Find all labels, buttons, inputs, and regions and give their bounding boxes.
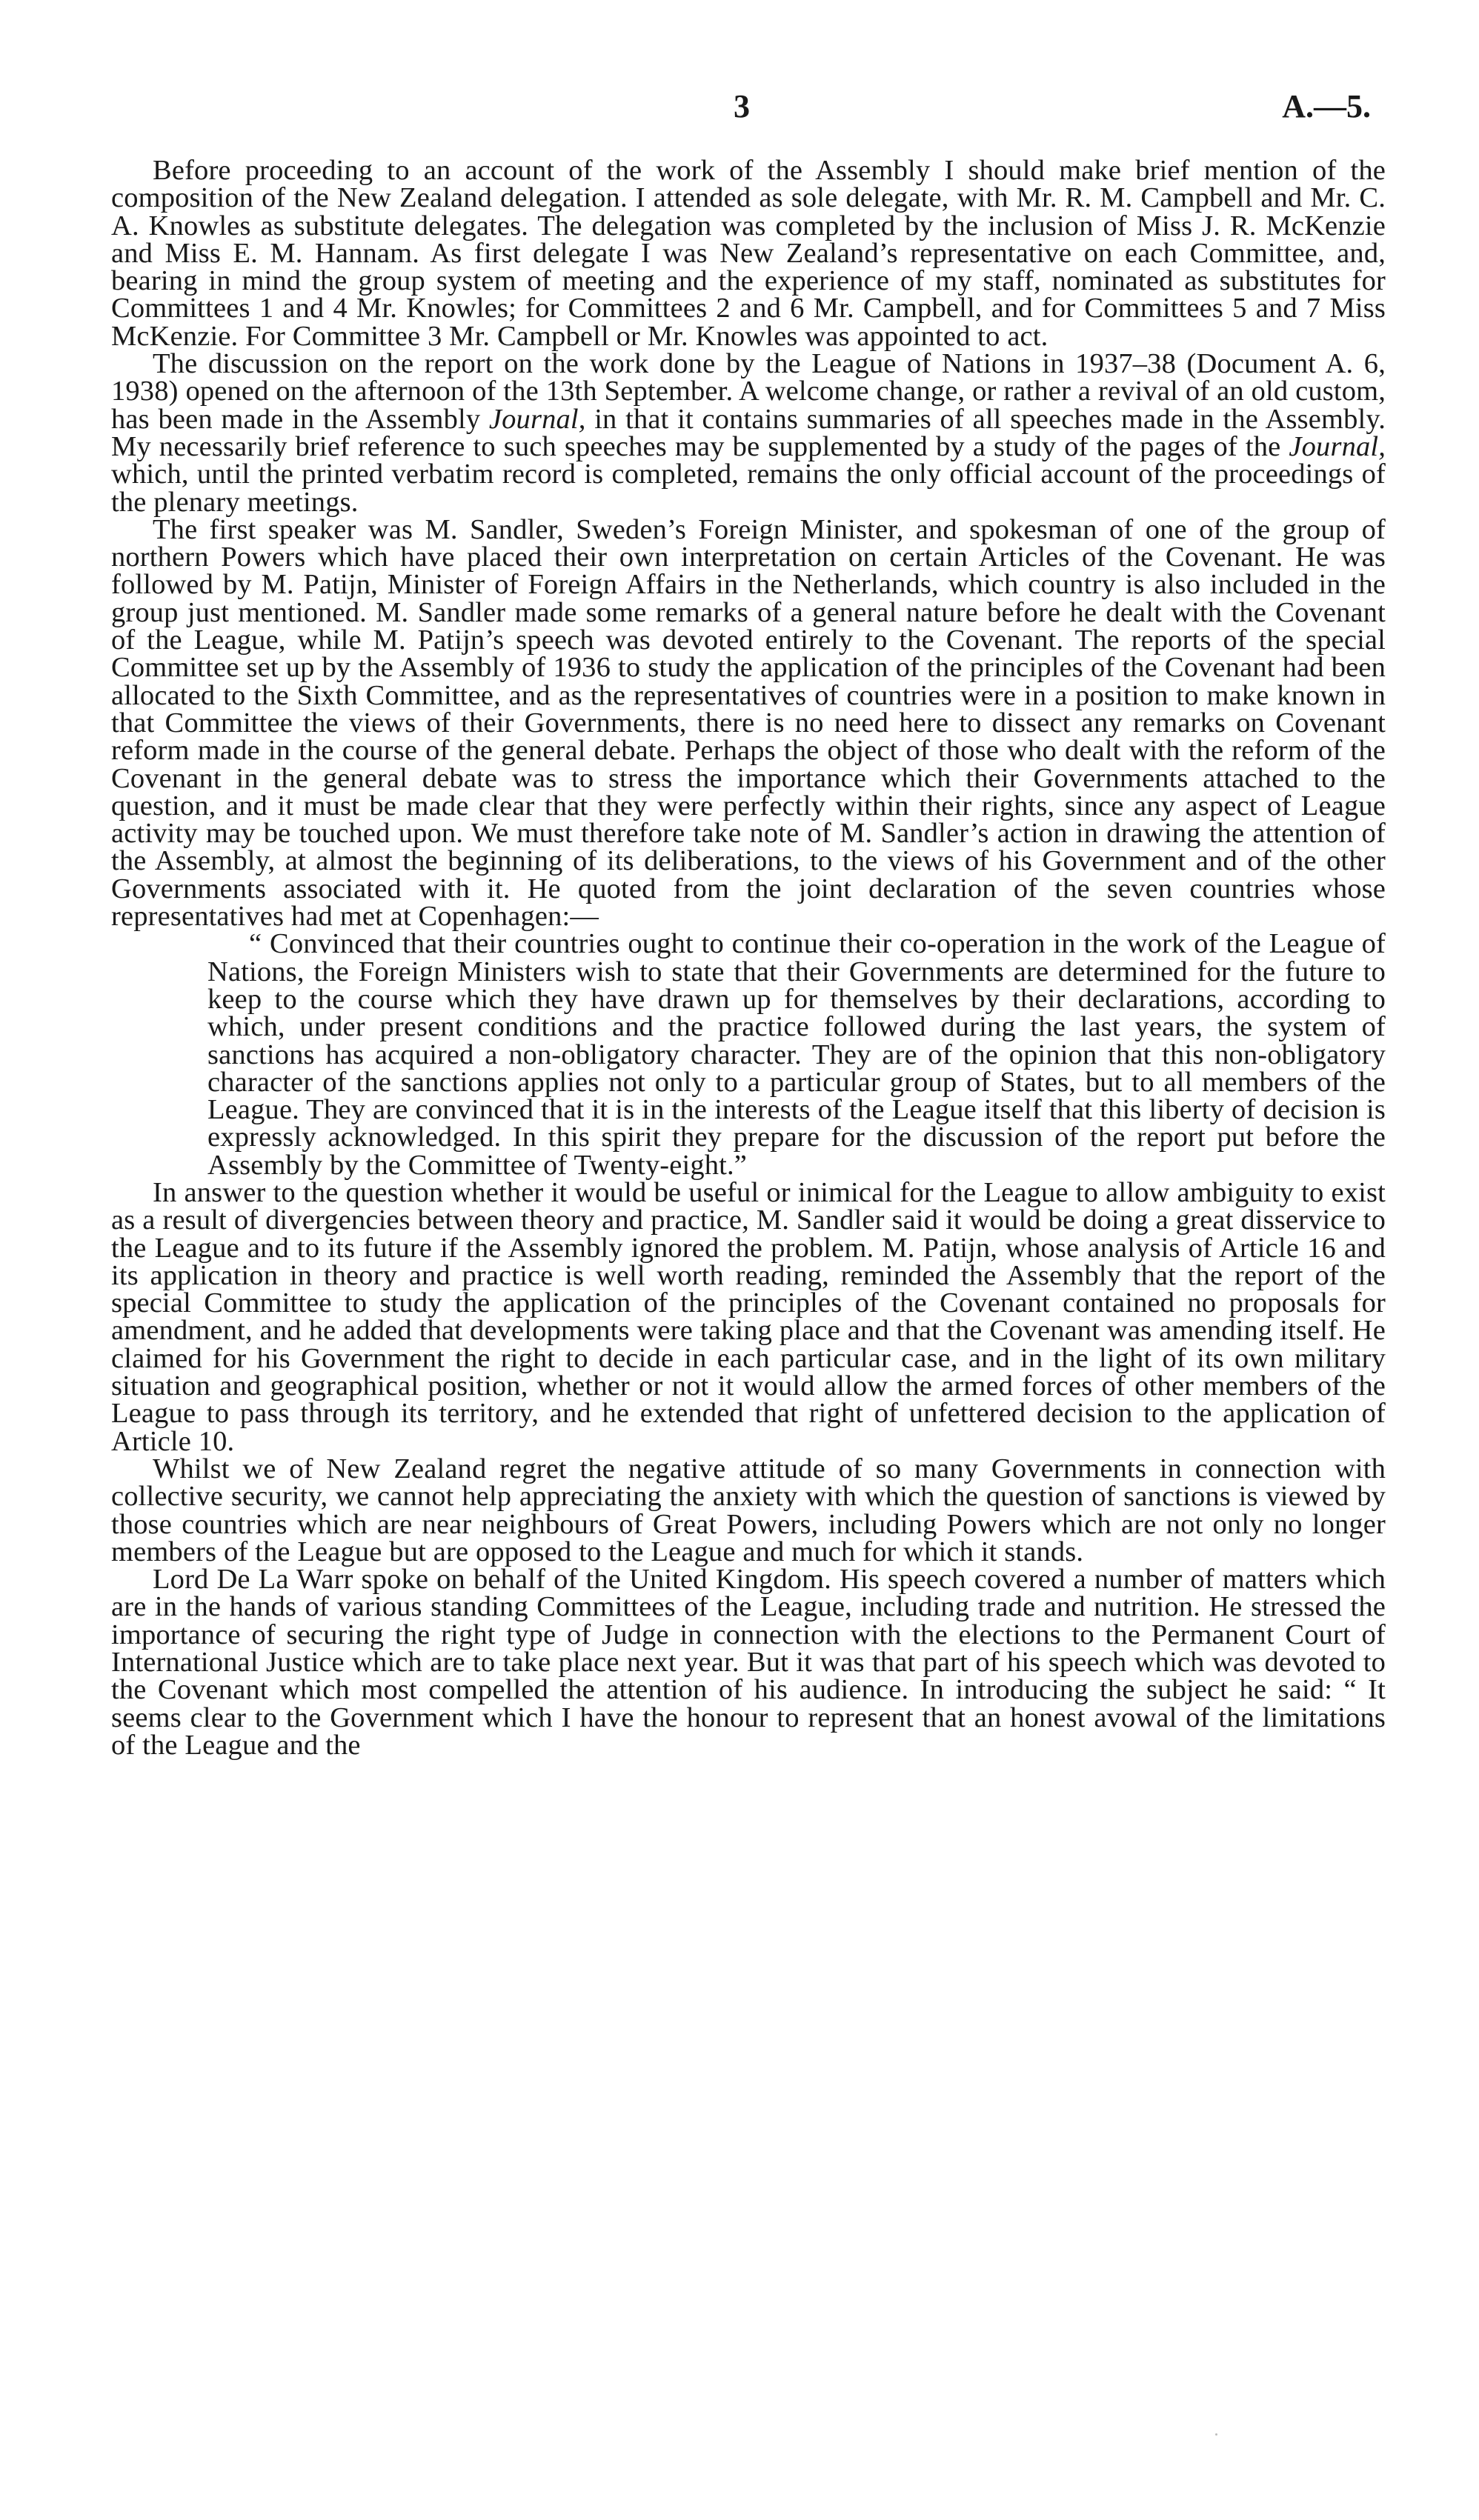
document-reference: A.—5. xyxy=(1282,88,1371,124)
body-text xyxy=(111,157,1386,1759)
paragraph-discussion xyxy=(111,350,1386,516)
paragraph-discussion-part3: which, until the printed verbatim record is completed, remains the only official account of the proceedings of the plenary meetings. xyxy=(111,459,1386,518)
page-number: 3 xyxy=(734,88,751,124)
paragraph-de-la-warr: Lord De La Warr spoke on behalf of the United Kingdom. His speech covered a number of matters which are in the hands of various standing Committees of the League, including trade and nutrition. He stressed the importance of securing the right type of Judge in connection with the elections to the Permanent Court of International Justice which are to take place next year. But it was that part of his speech which was devoted to the Covenant which most compelled the attention of his audience. In introducing the subject he said: “ It seems clear to the Government which I have the honour to represent that an honest avowal of the limitations of the League and the xyxy=(111,1564,1386,1761)
paragraph-ambiguity: In answer to the question whether it would be useful or inimical for the League to allow ambiguity to exist as a result of divergencies between theory and practice, M. Sandler said it would be doing a great disservice to the League and to its future if the Assembly ignored the problem. M. Patijn, whose analysis of Article 16 and its application in theory and practice is well worth reading, reminded the Assembly that the report of the special Committee to study the application of the principles of the Covenant contained no proposals for amendment, and he added that developments were taking place and that the Covenant was amending itself. He claimed for his Government the right to decide in each particular case, and in the light of its own military situation and geographical position, whether or not it would allow the armed forces of other members of the League to pass through its territory, and he extended that right of unfettered decision to the application of Article 10. xyxy=(111,1176,1386,1457)
page-header xyxy=(111,87,1386,132)
scan-speck xyxy=(1215,2433,1217,2436)
journal-title: Journal, xyxy=(488,403,586,435)
quotation-copenhagen: “ Convinced that their countries ought to continue their co-operation in the work of the League of Nations, the Foreign Ministers wish to state that their Governments are determined for the future to keep to the course which they have drawn up for themselves by their declarations, according to which, under present conditions and the practice followed during the last years, the system of sanctions has acquired a non-obligatory character. They are of the opinion that this non-obligatory character of the sanctions applies not only to a particular group of States, but to all members of the League. They are convinced that it is in the interests of the League itself that this liberty of decision is expressly acknowledged. In this spirit they prepare for the discussion of the report put before the Assembly by the Committee of Twenty-eight.” xyxy=(207,928,1386,1181)
paragraph-new-zealand: Whilst we of New Zealand regret the negative attitude of so many Governments in connection with collective security, we cannot help appreciating the anxiety with which the question of sanctions is viewed by those countries which are near neighbours of Great Powers, including Powers which are not only no longer members of the League but are opposed to the League and much for which it stands. xyxy=(111,1453,1386,1567)
paragraph-sandler: The first speaker was M. Sandler, Sweden’s Foreign Minister, and spokesman of one of the group of northern Powers which have placed their own interpretation on certain Articles of the Covenant. He was followed by M. Patijn, Minister of Foreign Affairs in the Netherlands, which country is also included in the group just mentioned. M. Sandler made some remarks of a general nature before he dealt with the Covenant of the League, while M. Patijn’s speech was devoted entirely to the Covenant. The reports of the special Committee set up by the Assembly of 1936 to study the application of the principles of the Covenant had been allocated to the Sixth Committee, and as the representatives of countries were in a position to make known in that Committee the views of their Governments, there is no need here to dissect any remarks on Covenant reform made in the course of the general debate. Perhaps the object of those who dealt with the reform of the Covenant in the general debate was to stress the importance which their Governments attached to the question, and it must be made clear that they were perfectly within their rights, since any aspect of League activity may be touched upon. We must therefore take note of M. Sandler’s action in drawing the attention of the Assembly, at almost the beginning of its deliberations, to the views of his Government and of the other Governments associated with it. He quoted from the joint declaration of the seven countries whose representatives had met at Copenhagen:— xyxy=(111,513,1386,933)
journal-title-2: Journal, xyxy=(1289,430,1386,462)
paragraph-discussion-part2: in that it contains summaries of all speeches made in the Assembly. My necessarily brief reference to such speeches may be supplemented by a study of the pages of the xyxy=(111,403,1386,462)
paragraph-delegation: Before proceeding to an account of the work of the Assembly I should make brief mention of the composition of the New Zealand delegation. I attended as sole delegate, with Mr. R. M. Campbell and Mr. C. A. Knowles as substitute delegates. The delegation was completed by the inclusion of Miss J. R. McKenzie and Miss E. M. Hannam. As first delegate I was New Zealand’s representative on each Committee, and, bearing in mind the group system of meeting and the experience of my staff, nominated as substitutes for Committees 1 and 4 Mr. Knowles; for Committees 2 and 6 Mr. Campbell, and for Committees 5 and 7 Miss McKenzie. For Committee 3 Mr. Campbell or Mr. Knowles was appointed to act. xyxy=(111,155,1386,352)
paragraph-discussion-part1: The discussion on the report on the work done by the League of Nations in 1937–38 (Document A. 6, 1938) opened on the afternoon of the 13th September. A welcome change, or rather a revival of an old custom, has been made in the Assembly xyxy=(111,348,1386,435)
